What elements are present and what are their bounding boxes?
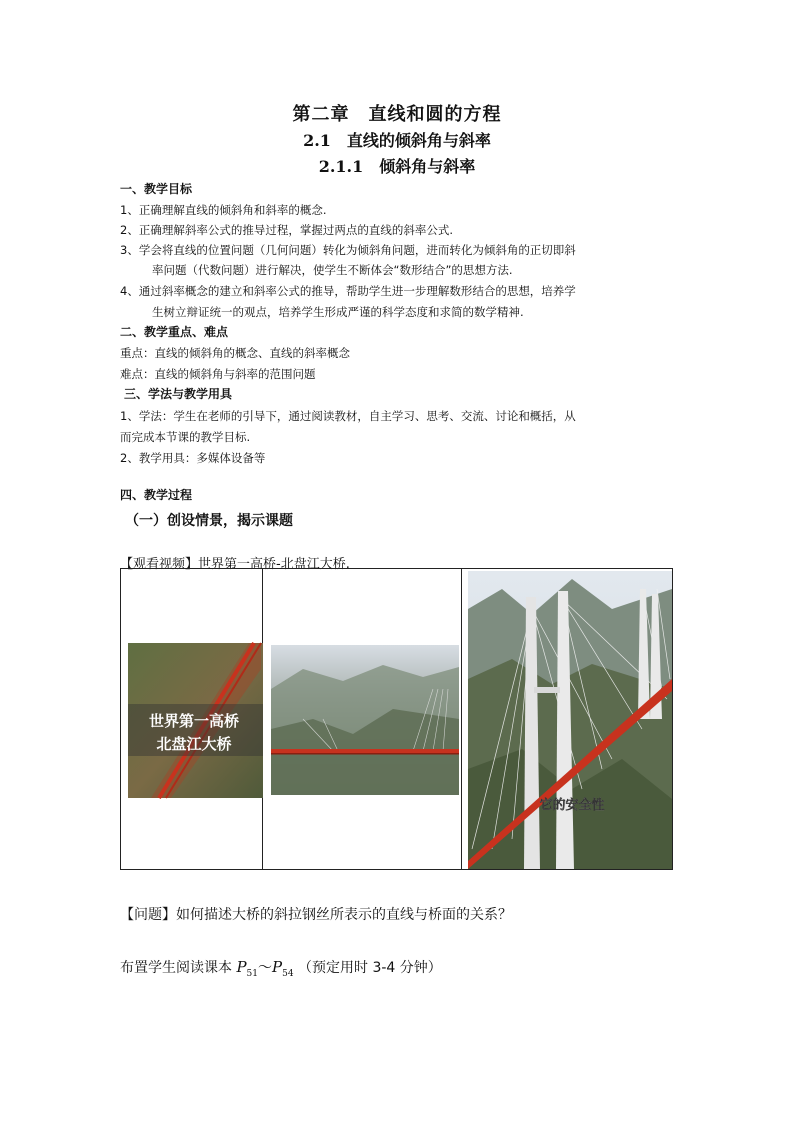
key-point: 重点：直线的倾斜角的概念、直线的斜率概念 bbox=[120, 346, 350, 360]
chapter-title: 第二章 直线和圆的方程 bbox=[292, 104, 502, 125]
range-tilde: ～ bbox=[258, 960, 272, 976]
bridge-aerial-image bbox=[121, 569, 263, 869]
reading-assignment bbox=[120, 957, 442, 979]
video-frame-1 bbox=[121, 569, 263, 869]
subsection-title: 2.1.1 倾斜角与斜率 bbox=[318, 157, 476, 176]
frame1-caption-line1: 世界第一高桥 bbox=[148, 712, 240, 730]
frame1-caption-line2: 北盘江大桥 bbox=[156, 735, 232, 753]
goal-item-continued: 率问题（代数问题）进行解决，使学生不断体会“数形结合”的思想方法. bbox=[152, 263, 513, 277]
video-frame-2 bbox=[263, 569, 462, 869]
page-from: $P_{51}$ bbox=[236, 958, 258, 979]
page-to-number: 54 bbox=[282, 969, 294, 979]
section-title: 2.1 直线的倾斜角与斜率 bbox=[303, 131, 491, 150]
goals-heading: 一、教学目标 bbox=[120, 182, 193, 196]
goal-item-continued: 生树立辩证统一的观点，培养学生形成严谨的科学态度和求简的数学精神. bbox=[152, 305, 524, 319]
frame3-caption: 它的安全性 bbox=[539, 798, 605, 813]
page-to: $P_{54}$ bbox=[272, 958, 294, 979]
methods-heading: 三、学法与教学用具 bbox=[124, 387, 233, 401]
goal-item: 2、正确理解斜率公式的推导过程，掌握过两点的直线的斜率公式. bbox=[120, 223, 453, 237]
video-frames-table bbox=[120, 568, 673, 870]
bridge-pylon-image bbox=[462, 569, 673, 869]
video-label: 【观看视频】世界第一高桥-北盘江大桥. bbox=[120, 557, 350, 572]
difficult-point: 难点：直线的倾斜角与斜率的范围问题 bbox=[120, 367, 316, 381]
goal-item: 1、正确理解直线的倾斜角和斜率的概念. bbox=[120, 203, 327, 217]
method-item: 1、学法：学生在老师的引导下，通过阅读教材，自主学习、思考、交流、讨论和概括，从 bbox=[120, 409, 576, 423]
bridge-valley-image bbox=[263, 569, 462, 869]
reading-prefix: 布置学生阅读课本 bbox=[120, 960, 232, 976]
process-heading: 四、教学过程 bbox=[120, 488, 193, 502]
goal-item: 3、学会将直线的位置问题（几何问题）转化为倾斜角问题，进而转化为倾斜角的正切即斜 bbox=[120, 243, 576, 257]
reading-suffix: （预定用时 3-4 分钟） bbox=[298, 960, 442, 976]
page-from-number: 51 bbox=[246, 969, 258, 979]
video-frame-3 bbox=[462, 569, 673, 869]
method-item: 2、教学用具：多媒体设备等 bbox=[120, 451, 266, 465]
process-subheading: （一）创设情景，揭示课题 bbox=[125, 513, 293, 529]
question-text: 【问题】如何描述大桥的斜拉钢丝所表示的直线与桥面的关系？ bbox=[120, 907, 512, 923]
method-item-continued: 而完成本节课的教学目标. bbox=[120, 430, 251, 444]
keypoints-heading: 二、教学重点、难点 bbox=[120, 325, 229, 339]
goal-item: 4、通过斜率概念的建立和斜率公式的推导，帮助学生进一步理解数形结合的思想，培养学 bbox=[120, 284, 576, 298]
